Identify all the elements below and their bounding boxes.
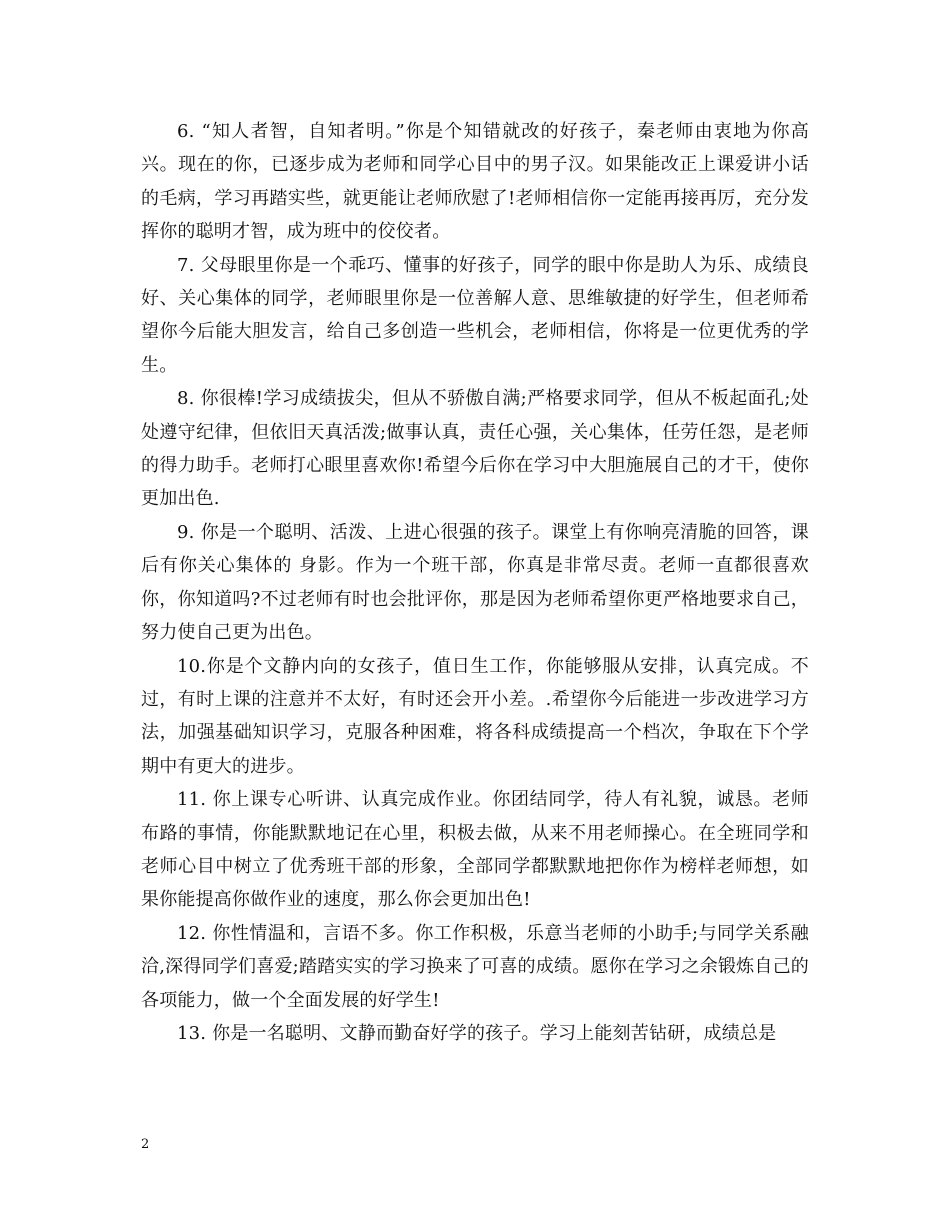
- paragraph-10: 10.你是个文静内向的女孩子，值日生工作，你能够服从安排，认真完成。不过，有时上课的注意并不太好，有时还会开小差。.希望你今后能进一步改进学习方法，加强基础知识学习，克服各种困难，将各科成绩提高一个档次，争取在下个学期中有更大的进步。: [141, 655, 809, 777]
- paragraph-9: 9. 你是一个聪明、活泼、上进心很强的孩子。课堂上有你响亮清脆的回答，课后有你关心集体的 身影。作为一个班干部，你真是非常尽责。老师一直都很喜欢你，你知道吗?不过老师有时也会批评你，那是因为老师希望你更严格地要求自己，努力使自己更为出色。: [141, 521, 809, 644]
- document-body: [141, 115, 809, 1050]
- paragraph-7: 7. 父母眼里你是一个乖巧、懂事的好孩子，同学的眼中你是助人为乐、成绩良好、关心集体的同学，老师眼里你是一位善解人意、思维敏捷的好学生，但老师希望你今后能大胆发言，给自己多创造一些机会，老师相信，你将是一位更优秀的学生。: [141, 254, 809, 376]
- paragraph-11: 11. 你上课专心听讲、认真完成作业。你团结同学，待人有礼貌，诚恳。老师布路的事情，你能默默地记在心里，积极去做，从来不用老师操心。在全班同学和老师心目中树立了优秀班干部的形象，全部同学都默默地把你作为榜样老师想，如果你能提高你做作业的速度，那么你会更加出色!: [141, 789, 809, 911]
- paragraph-13: 13. 你是一名聪明、文静而勤奋好学的孩子。学习上能刻苦钻研，成绩总是: [177, 1022, 777, 1044]
- page-number: 2: [141, 1137, 150, 1152]
- paragraph-6: 6. “知人者智，自知者明。”你是个知错就改的好孩子，秦老师由衷地为你高兴。现在的你，已逐步成为老师和同学心目中的男子汉。如果能改正上课爱讲小话的毛病，学习再踏实些，就更能让老师欣慰了!老师相信你一定能再接再厉，充分发挥你的聪明才智，成为班中的佼佼者。: [141, 121, 809, 243]
- paragraph-8: 8. 你很棒!学习成绩拔尖，但从不骄傲自满;严格要求同学，但从不板起面孔;处处遵守纪律，但依旧天真活泼;做事认真，责任心强，关心集体，任劳任怨，是老师的得力助手。老师打心眼里喜欢你!希望今后你在学习中大胆施展自己的才干，使你更加出色.: [141, 388, 809, 510]
- paragraph-12: 12. 你性情温和，言语不多。你工作积极，乐意当老师的小助手;与同学关系融洽,深得同学们喜爱;踏踏实实的学习换来了可喜的成绩。愿你在学习之余锻炼自己的各项能力，做一个全面发展的好学生!: [141, 922, 809, 1011]
